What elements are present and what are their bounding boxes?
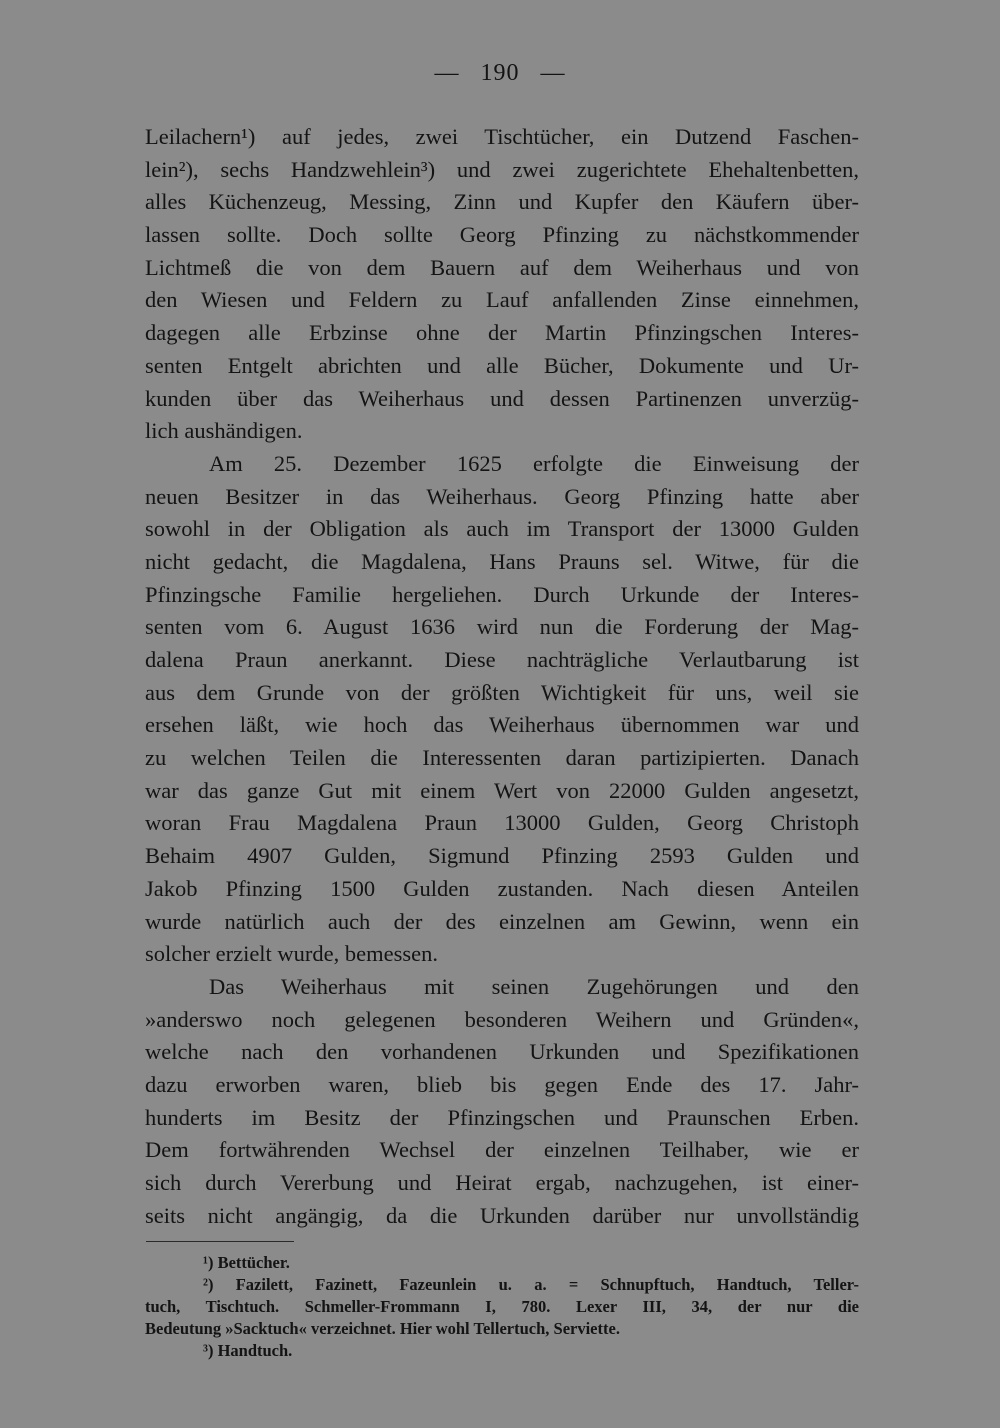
text-line: Leilachern¹) auf jedes, zwei Tischtücher, ein Dutzend Faschen- bbox=[145, 124, 859, 149]
text-line: solcher erzielt wurde, bemessen. bbox=[145, 941, 439, 967]
text-line: dazu erworben waren, blieb bis gegen Ende des 17. Jahr- bbox=[145, 1071, 859, 1097]
text-line: Jakob Pfinzing 1500 Gulden zustanden. Nach diesen Anteilen bbox=[145, 875, 859, 901]
body-text bbox=[145, 121, 859, 1232]
footnotes bbox=[145, 1252, 859, 1362]
text-line: lich aushändigen. bbox=[145, 418, 303, 444]
text-line: senten Entgelt abrichten und alle Bücher, Dokumente und Ur- bbox=[145, 352, 859, 378]
footnote-2-continued: Bedeutung »Sacktuch« verzeichnet. Hier wohl Tellertuch, Serviette. bbox=[145, 1319, 620, 1338]
header-dash-left: — bbox=[434, 60, 460, 86]
text-line: dalena Praun anerkannt. Diese nachträgliche Verlautbarung ist bbox=[145, 647, 859, 672]
footnote-1: ¹) Bettücher. bbox=[203, 1253, 290, 1272]
text-line: zu welchen Teilen die Interessenten daran partizipierten. Danach bbox=[145, 745, 859, 771]
text-line: seits nicht angängig, da die Urkunden darüber nur unvollständig bbox=[145, 1202, 859, 1228]
text-line: Behaim 4907 Gulden, Sigmund Pfinzing 2593 Gulden und bbox=[145, 843, 859, 869]
text-line: welche nach den vorhandenen Urkunden und Spezifikationen bbox=[145, 1039, 859, 1065]
text-line: sowohl in der Obligation als auch im Transport der 13000 Gulden bbox=[145, 516, 859, 542]
text-line: Das Weiherhaus mit seinen Zugehörungen und den bbox=[209, 973, 859, 999]
text-line: hunderts im Besitz der Pfinzingschen und Praunschen Erben. bbox=[145, 1104, 859, 1130]
header-dash-right: — bbox=[540, 60, 566, 86]
text-line: nicht gedacht, die Magdalena, Hans Prauns sel. Witwe, für die bbox=[145, 548, 859, 574]
text-line: Pfinzingsche Familie hergeliehen. Durch Urkunde der Interes- bbox=[145, 581, 859, 607]
text-line: wurde natürlich auch der des einzelnen am Gewinn, wenn ein bbox=[145, 908, 859, 934]
text-line: lein²), sechs Handzwehlein³) und zwei zugerichtete Ehehaltenbetten, bbox=[145, 156, 859, 182]
text-line: ersehen läßt, wie hoch das Weiherhaus übernommen war und bbox=[145, 712, 859, 738]
text-line: aus dem Grunde von der größten Wichtigkeit für uns, weil sie bbox=[145, 679, 859, 705]
text-line: senten vom 6. August 1636 wird nun die Forderung der Mag- bbox=[145, 614, 859, 640]
text-line: den Wiesen und Feldern zu Lauf anfallenden Zinse einnehmen, bbox=[145, 287, 859, 313]
text-line: neuen Besitzer in das Weiherhaus. Georg Pfinzing hatte aber bbox=[145, 483, 859, 509]
page-header bbox=[0, 60, 1000, 87]
footnote-2-continued: tuch, Tischtuch. Schmeller-Frommann I, 780. Lexer III, 34, der nur die bbox=[145, 1297, 859, 1316]
text-line: dagegen alle Erbzinse ohne der Martin Pfinzingschen Interes- bbox=[145, 320, 859, 346]
footnote-divider bbox=[146, 1241, 294, 1242]
text-line: woran Frau Magdalena Praun 13000 Gulden, Georg Christoph bbox=[145, 810, 859, 836]
text-line: alles Küchenzeug, Messing, Zinn und Kupfer den Käufern über- bbox=[145, 189, 859, 215]
text-line: kunden über das Weiherhaus und dessen Partinenzen unverzüg- bbox=[145, 385, 859, 411]
text-line: war das ganze Gut mit einem Wert von 22000 Gulden angesetzt, bbox=[145, 777, 859, 803]
footnote-2: ²) Fazilett, Fazinett, Fazeunlein u. a. = Schnupftuch, Handtuch, Teller- bbox=[203, 1275, 859, 1294]
text-line: Dem fortwährenden Wechsel der einzelnen Teilhaber, wie er bbox=[145, 1137, 859, 1163]
footnote-3: ³) Handtuch. bbox=[203, 1341, 293, 1360]
page-number: 190 bbox=[480, 60, 520, 86]
text-line: »anderswo noch gelegenen besonderen Weihern und Gründen«, bbox=[145, 1006, 859, 1032]
text-line: lassen sollte. Doch sollte Georg Pfinzing zu nächstkommender bbox=[145, 222, 859, 248]
text-line: Lichtmeß die von dem Bauern auf dem Weiherhaus und von bbox=[145, 254, 859, 280]
text-line: Am 25. Dezember 1625 erfolgte die Einweisung der bbox=[209, 450, 859, 476]
text-line: sich durch Vererbung und Heirat ergab, nachzugehen, ist einer- bbox=[145, 1170, 859, 1195]
